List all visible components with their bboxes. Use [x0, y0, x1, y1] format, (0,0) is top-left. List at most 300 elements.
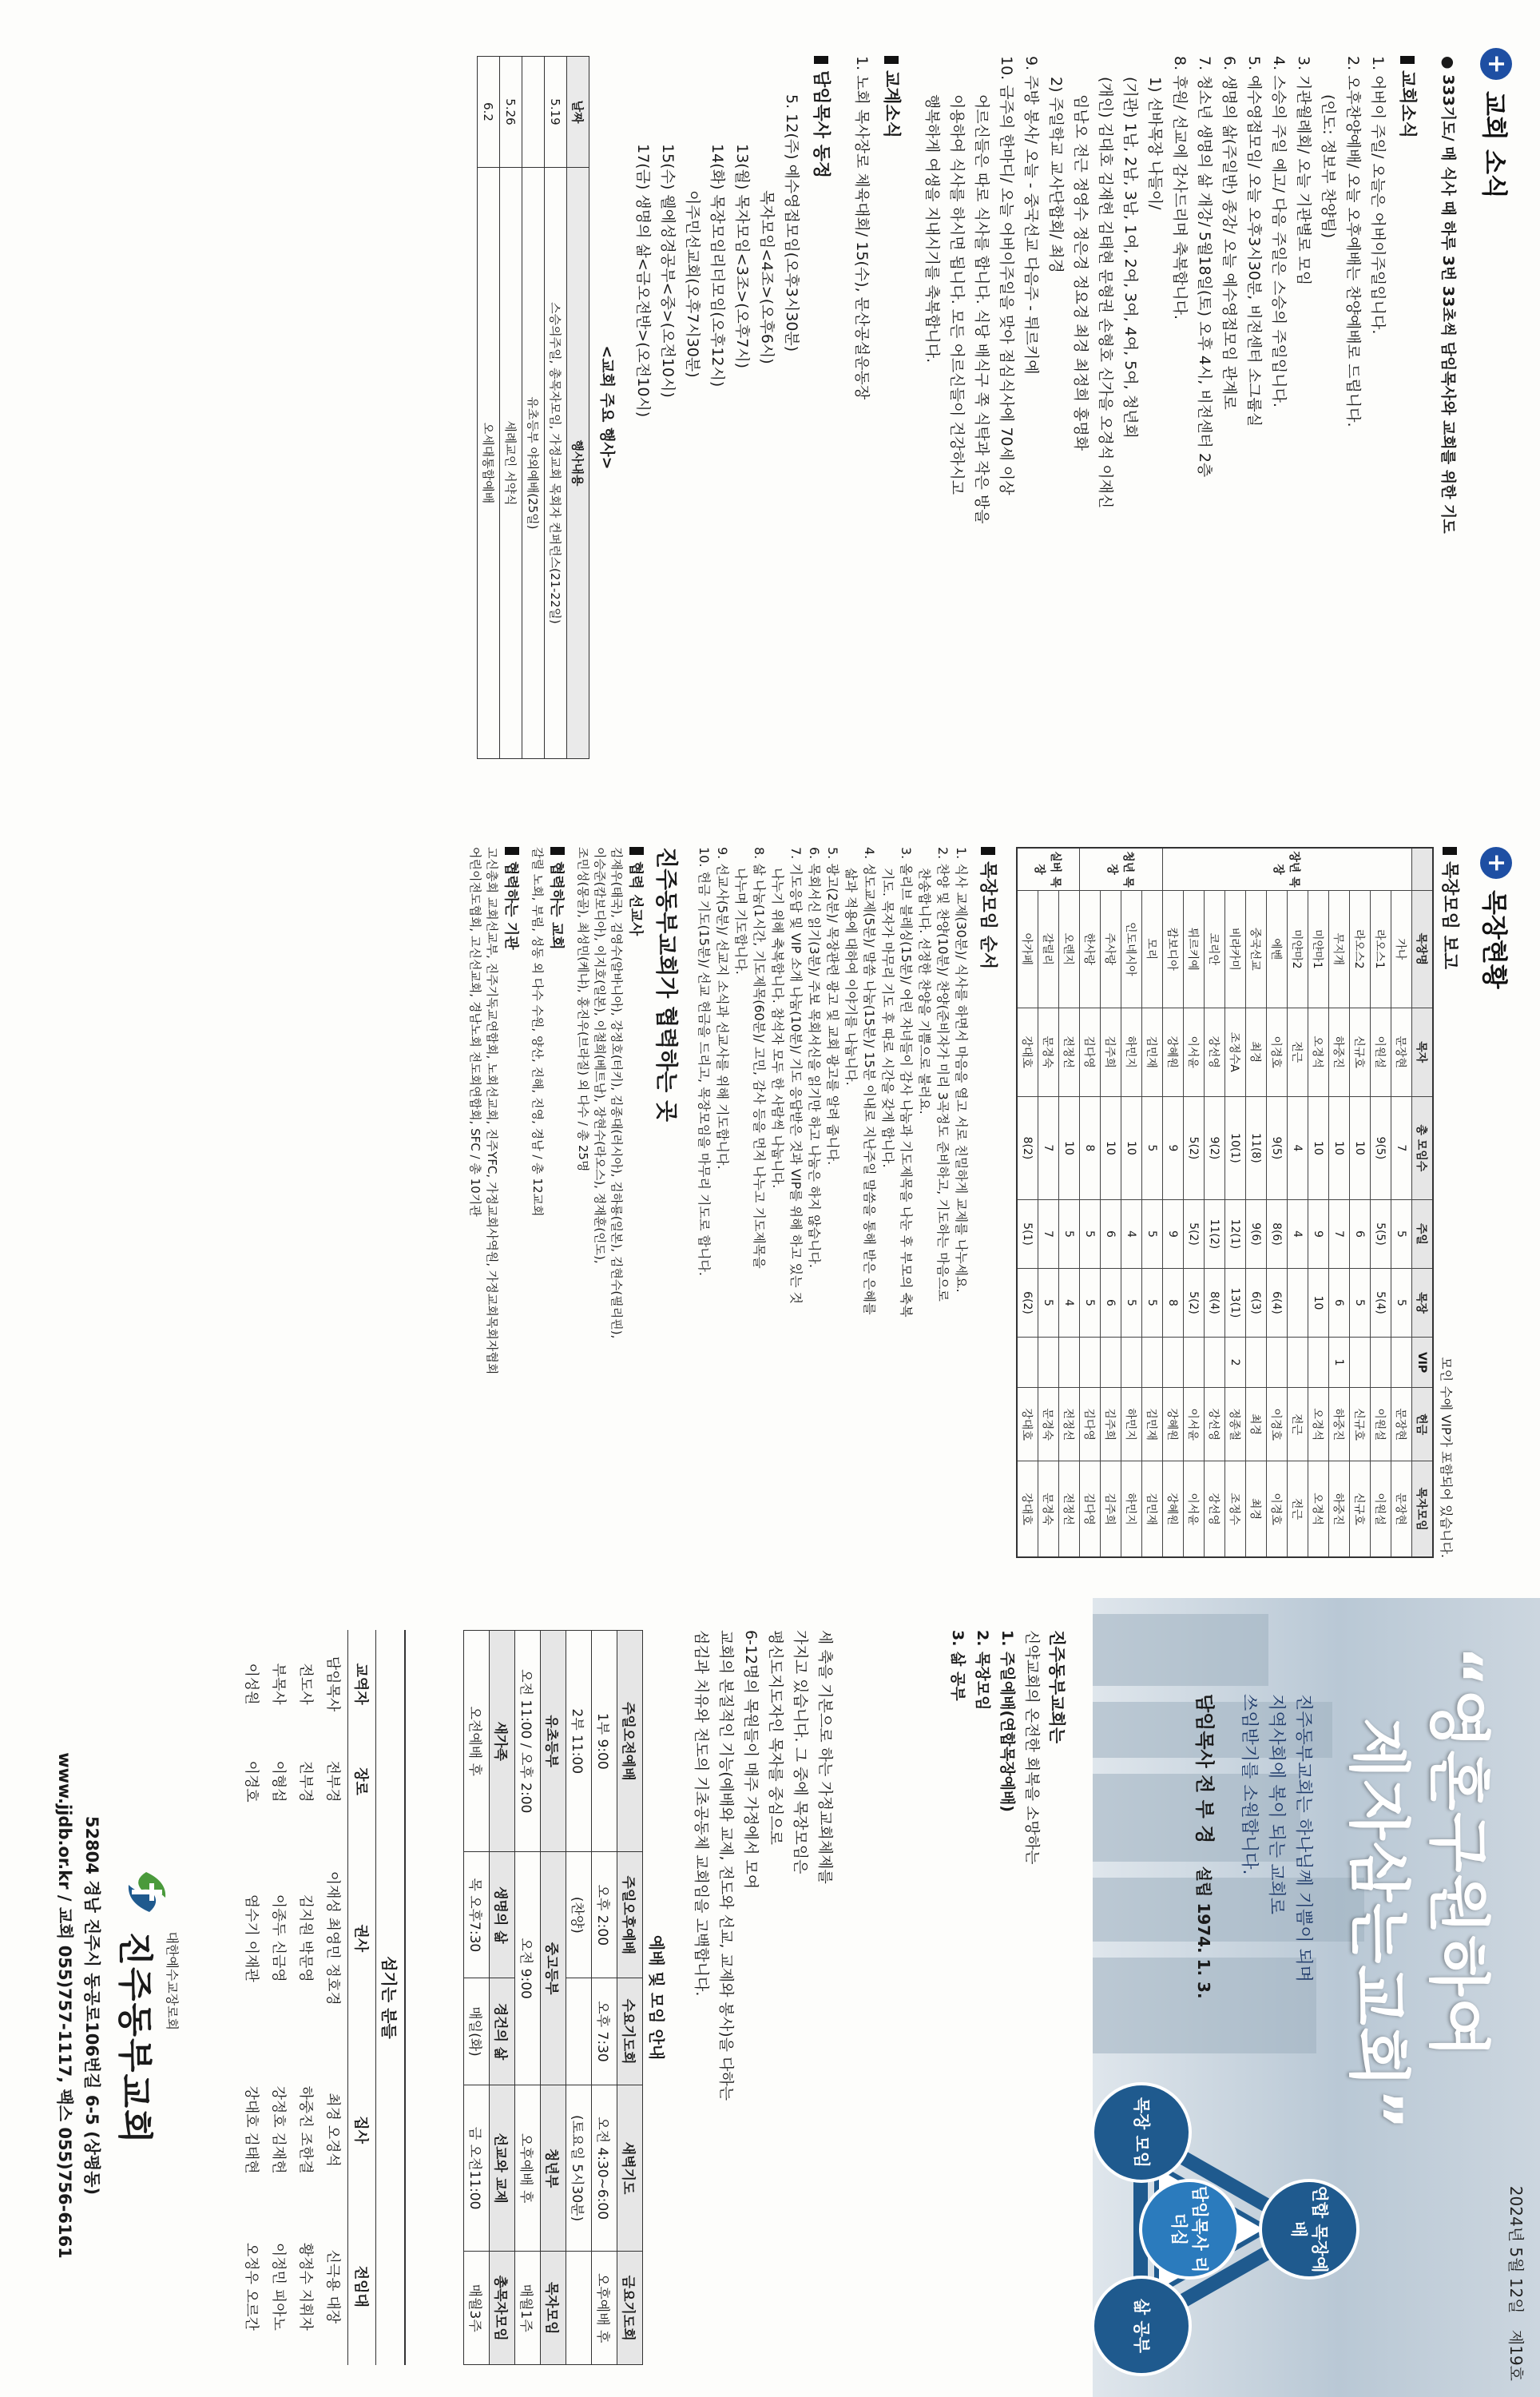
vision-text — [945, 1630, 1069, 2077]
issue-number: 제19호 — [1506, 2329, 1526, 2381]
cell-header — [1478, 847, 1514, 989]
order-item: 5. 광고(2분)/ 목장관련 광고 및 교회 광고를 알려 줍니다. — [825, 847, 840, 1166]
cross-icon: + — [1480, 847, 1512, 879]
table-row: 오전 11:00 / 오후 2:00 오전 9:00 오후예배 후 매월1주 — [515, 1631, 541, 2365]
table-row: 유초등부 중고등부 청년부 목자모임 — [541, 1631, 566, 2365]
table-cell: 6(3) — [1246, 1268, 1267, 1337]
schedule-block — [463, 1630, 669, 2365]
pillar-item: 1. 주일예배(연합목장예배) — [998, 1630, 1016, 1812]
table-cell: 5(1) — [1017, 1199, 1038, 1268]
group-label: 장년 목장 — [1163, 848, 1412, 891]
cell-section-title: 목장현황 — [1479, 890, 1510, 989]
table-cell: 김주희 — [1101, 1008, 1121, 1096]
table-cell: 1 — [1329, 1338, 1350, 1388]
table-cell — [1350, 1338, 1371, 1388]
table-cell: 4 — [1059, 1268, 1080, 1337]
table-cell: 6(2) — [1017, 1268, 1038, 1337]
table-cell: 10(1) — [1225, 1096, 1246, 1199]
table-cell: 이원설 — [1371, 1388, 1391, 1461]
table-cell: 문장현 — [1391, 1461, 1412, 1557]
table-row — [1101, 848, 1121, 1557]
table-row: 주일오전예배 주일오후예배 수요기도회 새벽기도 금요기도회 — [617, 1631, 643, 2365]
table-cell: 김주희 — [1101, 1461, 1121, 1557]
order-item: 2. 찬양 및 찬양(10분)/ 찬양(준비자가 미리 3곡정도 준비하고, 기도하는 마음으로 — [935, 847, 951, 1302]
order-item: 9. 선교사(5분)/ 선교지 소식과 선교사를 위해 기도합니다. — [715, 847, 730, 1170]
table-cell: 에벤 — [1267, 891, 1288, 1008]
table-cell: 중국선교 — [1246, 891, 1267, 1008]
order-item: 찬송합니다. 선정한 찬양을 기쁨으로 불러요. — [917, 868, 932, 1115]
table-cell: 주사랑 — [1101, 891, 1121, 1008]
table-cell: 하민지 — [1121, 1388, 1142, 1461]
table-row — [1329, 848, 1350, 1557]
table-cell: 4 — [1121, 1199, 1142, 1268]
order-item: 3. 올리브 블레싱(15분)/ 어린 자녀들이 감사 나눔과 기도제목을 나눈 후 부모의 축복 — [899, 847, 914, 1318]
table-cell: 오렌지 — [1059, 891, 1080, 1008]
table-cell — [1288, 1268, 1308, 1337]
events-caption: <교회 주요 행사> — [598, 345, 616, 470]
table-cell: 오경석 — [1308, 1388, 1329, 1461]
table-cell: 10 — [1059, 1096, 1080, 1199]
table-cell: 하민지 — [1121, 1008, 1142, 1096]
table-row — [1246, 848, 1267, 1557]
pillar-desc-line: 평신도지도자인 목자를 중심으로 — [767, 1630, 784, 1846]
table-cell: 미얀마1 — [1308, 891, 1329, 1008]
cell-group-panel — [0, 799, 1540, 1598]
table-cell: 10 — [1350, 1096, 1371, 1199]
circle-center: 담임목사 리더십 — [1142, 2182, 1236, 2276]
order-heading: 목장모임 순서 — [977, 847, 1002, 1558]
order-item: 10. 헌금 기도(15분)/ 선교 헌금을 드리고, 목장모임을 마무리 기도로 합니다. — [697, 847, 712, 1276]
table-row — [1080, 848, 1101, 1557]
church-address: 52804 경남 진주시 동공로106번길 6-5 (상평동) — [82, 1815, 101, 2196]
table-row — [1391, 848, 1412, 1557]
table-row: 부목사 이형섭 이종두 신금영 강정호 김재헌 이정민 피아노 — [270, 1663, 287, 2331]
table-cell: 5 — [1391, 1268, 1412, 1337]
news-list — [919, 56, 1390, 759]
order-item: 삶과 적용에 대하여 이야기를 나눕니다. — [843, 868, 859, 1086]
missions-line: 김재우(태국), 김영수(알바니아), 강정호(터키), 김종대(러시아), 김하룡(일본), 김현수(필리핀), — [609, 847, 624, 1339]
news-item: (기관) 1남, 2남, 3남, 1여, 2여, 3여, 4여, 5여, 청년회 — [1121, 77, 1139, 439]
circle-top: 연합 목장예배 — [1262, 2182, 1356, 2276]
table-row — [1121, 848, 1142, 1557]
table-cell: 13(1) — [1225, 1268, 1246, 1337]
table-row: 담임목사 전부경 이재성 최영민 정호경 최경 오경석 신극용 대장 — [324, 1656, 341, 2324]
table-row: 6.2 오세대통합예배 — [478, 57, 500, 759]
table-row — [1017, 848, 1038, 1557]
news-item: 1. 어버이 주일/ 오늘은 어버이주일입니다. — [1369, 56, 1387, 335]
table-cell: 라오스2 — [1350, 891, 1371, 1008]
table-cell — [1308, 1338, 1329, 1388]
table-cell: 오경석 — [1308, 1008, 1329, 1096]
intro-line: 지역사회에 복이 되는 교회로 — [1266, 1694, 1286, 1915]
table-cell: 강혜원 — [1163, 1388, 1184, 1461]
events-col-content: 행사내용 — [567, 168, 589, 759]
table-cell: 무지개 — [1329, 891, 1350, 1008]
table-cell: 신규호 — [1350, 1461, 1371, 1557]
table-cell: 오경석 — [1308, 1461, 1329, 1557]
table-row: 5.26 세례교인 서약식 — [500, 57, 522, 759]
table-row: 이성원 이경호 염수기 이재관 강대호 김태현 오정우 오르간 — [243, 1663, 260, 2331]
table-cell: 10 — [1329, 1096, 1350, 1199]
church-kind: 대한예수교장로회 — [165, 1931, 180, 2031]
report-body — [1017, 848, 1412, 1557]
table-row — [1038, 848, 1059, 1557]
news-item: 8. 후원/ 선교에 감사드리며 축복합니다. — [1171, 56, 1189, 320]
table-cell: 5(2) — [1184, 1199, 1205, 1268]
table-cell: 5 — [1121, 1268, 1142, 1337]
table-cell: 5(2) — [1184, 1268, 1205, 1337]
table-cell: 이경호 — [1267, 1388, 1288, 1461]
table-cell: 6 — [1350, 1199, 1371, 1268]
table-cell: 하중진 — [1329, 1461, 1350, 1557]
building-silhouette — [1093, 1614, 1268, 1686]
table-cell — [1017, 1338, 1038, 1388]
table-cell: 한사랑 — [1080, 891, 1101, 1008]
table-cell — [1184, 1338, 1205, 1388]
table-cell: 8(4) — [1205, 1268, 1225, 1337]
table-cell — [1391, 1338, 1412, 1388]
table-cell: 김민재 — [1142, 1461, 1163, 1557]
report-table — [1016, 847, 1434, 1558]
table-cell: 최경 — [1246, 1008, 1267, 1096]
table-cell: 5 — [1059, 1199, 1080, 1268]
table-row: 유초등부 야외예배(25일) — [522, 57, 545, 759]
table-cell: 튀르키예 — [1184, 891, 1205, 1008]
table-cell — [1059, 1338, 1080, 1388]
table-row: 5.19 스승의주일, 총목자모임, 가정교회 목회자 컨퍼런스(21-22일) — [545, 57, 567, 759]
circle-left: 목장 모임 — [1094, 2085, 1189, 2180]
table-row — [1184, 848, 1205, 1557]
table-row: 오전예배 후 목 오후7:30 매일(화) 금 오전11:00 매월3주 — [464, 1631, 490, 2365]
church-logo-icon — [121, 1866, 174, 1918]
order-item: 기도. 목자가 마무리 기도 후 따로 시간을 갖게 합니다. — [880, 868, 895, 1168]
table-cell — [1246, 1338, 1267, 1388]
pastor-item: 목자모임<4조>(오후6시) — [758, 190, 776, 364]
order-item: 1. 식사 교제(30분)/ 식사를 하면서 마음을 열고 서로 친밀하게 교제를 나누세요. — [954, 847, 969, 1293]
news-panel — [0, 0, 1540, 799]
table-cell — [1371, 1338, 1391, 1388]
table-cell: 갈릴리 — [1038, 891, 1059, 1008]
table-cell: 2 — [1225, 1338, 1246, 1388]
table-cell: 최경 — [1246, 1388, 1267, 1461]
table-cell: 이경호 — [1267, 1008, 1288, 1096]
news-item: 6. 생명의 삶(주일반) 종강/ 오늘 예수영접모임 관계로 — [1220, 56, 1238, 410]
cover-panel — [0, 1598, 1540, 2397]
table-cell — [1288, 1338, 1308, 1388]
table-cell: 강대호 — [1017, 1008, 1038, 1096]
table-cell: 이서윤 — [1184, 1388, 1205, 1461]
table-cell — [1163, 1338, 1184, 1388]
news-section-title: 교회 소식 — [1479, 91, 1510, 199]
table-cell: 하민지 — [1121, 1461, 1142, 1557]
table-cell: 이원설 — [1371, 1461, 1391, 1557]
table-cell: 가나 — [1391, 891, 1412, 1008]
table-cell: 문경숙 — [1038, 1461, 1059, 1557]
table-cell: 5 — [1038, 1268, 1059, 1337]
pillar-desc-line: 세 축을 기본으로 하는 가정교회체제를 — [816, 1630, 834, 1884]
table-cell: 9(6) — [1246, 1199, 1267, 1268]
table-cell: 강선영 — [1205, 1008, 1225, 1096]
table-cell — [1101, 1338, 1121, 1388]
partner-title: 진주동부교회가 협력하는 곳 — [653, 847, 680, 1123]
missions-heading: 협력 선교사 — [626, 847, 647, 1558]
table-cell: 이서윤 — [1184, 1008, 1205, 1096]
table-row — [1371, 848, 1391, 1557]
news-item: 5. 예수영접모임/ 오늘 오후3시30분, 비전센터 소그룹실 — [1245, 56, 1263, 427]
table-cell: 김민재 — [1142, 1388, 1163, 1461]
table-cell: 9(5) — [1371, 1096, 1391, 1199]
table-cell: 정종철 — [1225, 1388, 1246, 1461]
table-cell: 조정수 — [1225, 1461, 1246, 1557]
missions-line: 이승준(캄보디아), 이지호(일본), 이철희(베트남), 장현수(라오스), 정재훈(인도), — [593, 847, 607, 1264]
table-row — [1205, 848, 1225, 1557]
table-cell: 신규호 — [1350, 1008, 1371, 1096]
schedule-title: 예배 및 모임 안내 — [647, 1934, 666, 2061]
table-cell: 강혜원 — [1163, 1461, 1184, 1557]
table-cell: 8(2) — [1017, 1096, 1038, 1199]
order-list — [695, 847, 970, 1558]
events-table — [477, 56, 589, 759]
table-cell: 7 — [1391, 1096, 1412, 1199]
table-cell: 10 — [1308, 1268, 1329, 1337]
hero-title-line1: “영혼구원하여 — [1422, 1646, 1494, 2060]
table-cell: 4 — [1288, 1096, 1308, 1199]
issue-date: 2024년 5월 12일 — [1506, 2185, 1526, 2314]
table-cell: 이경호 — [1267, 1461, 1288, 1557]
news-item: 행복하게 여생을 지내시기를 축복합니다. — [923, 94, 941, 364]
table-cell: 6 — [1101, 1268, 1121, 1337]
table-row — [1059, 848, 1080, 1557]
news-item: 이용하여 식사를 하시면 됩니다. 모든 어르신들이 건강하시고 — [948, 94, 966, 495]
pastor-subheading: 담임목사 동정 — [810, 56, 835, 759]
table-row: 새가족 생명의 삶 경건의 삶 선교와 교제 총목자모임 — [490, 1631, 515, 2365]
table-cell: 8 — [1080, 1096, 1101, 1199]
pillar-desc-line: 가지고 있습니다. 그 중에 목장모임은 — [792, 1630, 809, 1874]
table-cell: 문장현 — [1391, 1008, 1412, 1096]
news-item: 1) 선바목장 나들이/ — [1146, 77, 1164, 210]
table-row — [1288, 848, 1308, 1557]
org-heading: 협력하는 교회 — [547, 847, 568, 1558]
church-world-subheading: 교계소식 — [880, 56, 905, 759]
hero-title-line2: 제자삼는교회” — [1342, 1718, 1414, 2132]
table-cell: 강선영 — [1205, 1461, 1225, 1557]
table-cell: 전정선 — [1059, 1461, 1080, 1557]
table-cell: 하중진 — [1329, 1008, 1350, 1096]
table-cell: 김주희 — [1101, 1388, 1121, 1461]
table-cell: 신규호 — [1350, 1388, 1371, 1461]
report-head — [1434, 847, 1463, 1558]
schedule-table — [463, 1630, 643, 2365]
table-cell: 전근 — [1288, 1461, 1308, 1557]
pastor-item: 이주민선교회(오후7시30분) — [684, 190, 701, 378]
table-cell: 하중진 — [1329, 1388, 1350, 1461]
org-line: 갈릴 노회, 부림, 성동 외 다수 수원, 양산, 진해, 진영, 경남 / 총 12교회 — [530, 847, 545, 1217]
table-cell: 강선영 — [1205, 1388, 1225, 1461]
report-heading: 목장모임 보고 — [1439, 847, 1463, 969]
staff-title: 섬기는 분들 — [375, 1630, 406, 2365]
pastor-item: 13(월) 목자모임<3조>(오후7시) — [733, 144, 751, 369]
table-cell: 7 — [1329, 1199, 1350, 1268]
news-header — [1478, 48, 1514, 199]
table-cell: 아가페 — [1017, 891, 1038, 1008]
table-row — [1308, 848, 1329, 1557]
inst-line: 어린이전도협회, 고신선교회, 경남노회 전도회연합회, SFC / 총 10기관 — [468, 847, 482, 1217]
pastor-item: 14(화) 목장모임리더모임(오후12시) — [708, 144, 726, 388]
church-name-block — [113, 1931, 182, 2145]
pillar-desc-line: 교회의 본질적인 기능(예배와 교제, 전도와 선교, 교제와 봉사)을 다하는 — [717, 1630, 735, 2101]
news-item: 9. 주방 봉사/ 오늘 - 중국선교 다음주 - 튀르키예 — [1022, 56, 1040, 375]
news-item: 어르신들은 따로 식사를 합니다. 식당 배식구 쪽 식탁과 작은 방을 — [973, 94, 990, 524]
table-row: 2부 11:00 (찬양) (토요일 5시30분) — [566, 1631, 592, 2365]
news-item: 2) 주일학교 교사단합회/ 최경 — [1047, 77, 1065, 273]
table-cell: 9(2) — [1205, 1096, 1225, 1199]
table-cell: 강혜원 — [1163, 1008, 1184, 1096]
table-cell: 모리 — [1142, 891, 1163, 1008]
group-label: 청년 목장 — [1080, 848, 1163, 891]
order-item: 8. 삶 나눔(1시간, 기도제목(60분)/ 고민, 감사 등을 먼저 나누고 기도제목을 — [752, 847, 767, 1269]
staff-table — [239, 1630, 375, 2365]
table-cell: 강대호 — [1017, 1461, 1038, 1557]
cell-body — [466, 847, 1463, 1558]
table-cell: 문경숙 — [1038, 1008, 1059, 1096]
news-item: 10. 금주의 한마디/ 오늘 어버이주일을 맞아 점심식사에 70세 이상 — [998, 56, 1015, 495]
pillar-desc-line: 6-12명의 목원들이 매주 가정에서 모여 — [742, 1630, 760, 1890]
table-row — [1163, 848, 1184, 1557]
intro-text — [1235, 1694, 1316, 1982]
pastor-item: 15(수) 웰에성경공부<중>(오전10시) — [659, 144, 677, 398]
circle-right: 삶 공부 — [1094, 2279, 1189, 2373]
table-cell: 전근 — [1288, 1008, 1308, 1096]
table-cell: 이서윤 — [1184, 1461, 1205, 1557]
table-cell — [1205, 1338, 1225, 1388]
table-cell: 12(1) — [1225, 1199, 1246, 1268]
vision-heading: 진주동부교회는 — [1047, 1630, 1066, 1744]
table-cell: 5(2) — [1184, 1096, 1205, 1199]
order-item: 6. 목회서신 읽기(3분)/ 주보 목회서신을 읽기만 하고 나눔은 하지 않습니다. — [807, 847, 822, 1268]
missions-line: 조민성(몽골), 최성민(케냐), 홍진우(브라질) 외 다수 / 총 25명 — [576, 847, 590, 1172]
table-cell: 7 — [1038, 1199, 1059, 1268]
pastor-name: 담임목사 전 부 경 — [1193, 1694, 1216, 1844]
news-item: 7. 청소년 생명의 삶 개강/ 5월18일(토) 오후 4시, 비전센터 2층 — [1196, 56, 1213, 478]
news-item: 3. 기관월례회/ 오늘 기관별로 모임 — [1295, 56, 1312, 286]
table-cell: 라오스1 — [1371, 891, 1391, 1008]
table-row — [1350, 848, 1371, 1557]
church-logo-row — [113, 1646, 182, 2365]
intro-line: 진주동부교회는 하나님께 기쁨이 되며 — [1293, 1694, 1313, 1983]
report-header-row: 목장명 목자 총 모임수 주일 목장 VIP 헌금 목자모임 — [1412, 848, 1434, 1557]
table-cell: 전정선 — [1059, 1008, 1080, 1096]
table-cell: 9 — [1163, 1199, 1184, 1268]
table-cell: 10 — [1101, 1096, 1121, 1199]
pillar-desc-line: 섬김과 치유와 전도의 기초공동체 교회임을 고백합니다. — [693, 1630, 710, 1997]
table-cell: 조정수A — [1225, 1008, 1246, 1096]
table-cell: 전정선 — [1059, 1388, 1080, 1461]
prayer-line: ● 333기도/ 매 식사 때 하루 3번 33초씩 담임목사와 교회를 위한 기도 — [1439, 56, 1457, 534]
intro-line: 쓰임받기를 소원합니다. — [1239, 1694, 1259, 1875]
report-note: 모인 수에 VIP가 포함되어 있습니다. — [1439, 1357, 1454, 1558]
pastor-founded — [1193, 1694, 1220, 1999]
table-cell: 8(6) — [1267, 1199, 1288, 1268]
table-cell: 4 — [1288, 1199, 1308, 1268]
table-row: 1부 9:00 오후 2:00 오후 7:30 오전 4:30~6:00 오후예배 후 — [592, 1631, 617, 2365]
table-row: 교역자 장로 권사 집사 전임대 — [348, 1630, 376, 2365]
news-item: (개인) 김대호 김재헌 김태현 문형권 손형호 신가을 오경석 이재신 — [1097, 77, 1114, 509]
table-cell — [1038, 1338, 1059, 1388]
table-cell: 8 — [1163, 1268, 1184, 1337]
news-body — [477, 56, 1460, 759]
cross-icon: + — [1480, 48, 1512, 80]
table-cell: 5(5) — [1371, 1199, 1391, 1268]
table-cell: 5(4) — [1371, 1268, 1391, 1337]
table-cell: 10 — [1308, 1096, 1329, 1199]
pillar-item: 3. 삶 공부 — [949, 1630, 966, 1701]
table-cell — [1267, 1338, 1288, 1388]
news-subheading: 교회소식 — [1396, 56, 1421, 759]
table-cell: 5 — [1080, 1268, 1101, 1337]
table-cell: 5 — [1080, 1199, 1101, 1268]
church-footer — [54, 1646, 182, 2365]
order-item: 나누기 위해 축복합니다. 참석자 모두 한 사람씩 나눕니다. — [770, 868, 785, 1189]
table-cell: 문장현 — [1391, 1388, 1412, 1461]
founded-date: 설립 1974. 1. 3. — [1194, 1866, 1213, 1999]
news-item: 4. 스승의 주일 예고/ 다음 주일은 스승의 주일입니다. — [1270, 56, 1288, 407]
table-cell — [1080, 1338, 1101, 1388]
table-row — [1225, 848, 1246, 1557]
order-item: 나누며 기도합니다. — [733, 868, 748, 975]
table-cell: 9(5) — [1267, 1096, 1288, 1199]
staff-block — [239, 1630, 406, 2365]
table-cell: 최경 — [1246, 1461, 1267, 1557]
table-row — [1142, 848, 1163, 1557]
table-cell: 김다영 — [1080, 1461, 1101, 1557]
inst-heading: 협력하는 기관 — [502, 847, 522, 1558]
table-cell: 김민재 — [1142, 1008, 1163, 1096]
table-cell: 김다영 — [1080, 1008, 1101, 1096]
group-label: 실버 목장 — [1017, 848, 1080, 891]
table-cell: 캄보디아 — [1163, 891, 1184, 1008]
table-cell: 7 — [1038, 1096, 1059, 1199]
building-silhouette — [1093, 1878, 1364, 1942]
pastor-item: 5. 12(주) 예수영접모임(오후3시30분) — [783, 94, 800, 352]
table-row: 전도사 진부경 김지원 박문영 하중진 조한결 황정수 지휘자 — [297, 1663, 314, 2331]
table-cell: 5 — [1142, 1199, 1163, 1268]
table-cell: 6 — [1329, 1268, 1350, 1337]
table-cell: 비라카미 — [1225, 891, 1246, 1008]
table-cell: 강대호 — [1017, 1388, 1038, 1461]
table-cell: 9 — [1308, 1199, 1329, 1268]
table-cell: 김다영 — [1080, 1388, 1101, 1461]
pillar-desc — [689, 1630, 837, 2365]
news-item: (인도: 정보부 찬양팀) — [1320, 94, 1337, 239]
order-item: 4. 성도교제(5분)/ 말씀 나눔(15분)/ 15분 이내로 지난주일 말씀을 통해 받은 은혜를 — [862, 847, 877, 1315]
table-cell: 이원설 — [1371, 1008, 1391, 1096]
table-cell — [1121, 1338, 1142, 1388]
table-cell: 6(4) — [1267, 1268, 1288, 1337]
table-cell: 5 — [1142, 1096, 1163, 1199]
news-item: 임남오 전근 정영수 정은경 정요경 최경 최정희 홍명화 — [1072, 94, 1090, 451]
table-cell: 9 — [1163, 1096, 1184, 1199]
pillar-item: 2. 목장모임 — [974, 1630, 991, 1711]
table-cell: 인도네시아 — [1121, 891, 1142, 1008]
inst-line: 고신총회 교회선교부, 진주기독교연합회, 노회선교회, 진주YFC, 가정교회사역원, 가정교회목회자협회 — [485, 847, 499, 1375]
issue-info — [1506, 2186, 1529, 2381]
vision-diagram — [1093, 2085, 1356, 2373]
table-cell: 11(2) — [1205, 1199, 1225, 1268]
table-cell: 6 — [1101, 1199, 1121, 1268]
events-col-date: 날짜 — [567, 57, 589, 168]
table-cell: 미얀마2 — [1288, 891, 1308, 1008]
church-world-item: 1. 노회 목사장로 체육대회/ 15(수), 문산공설운동장 — [853, 56, 871, 400]
